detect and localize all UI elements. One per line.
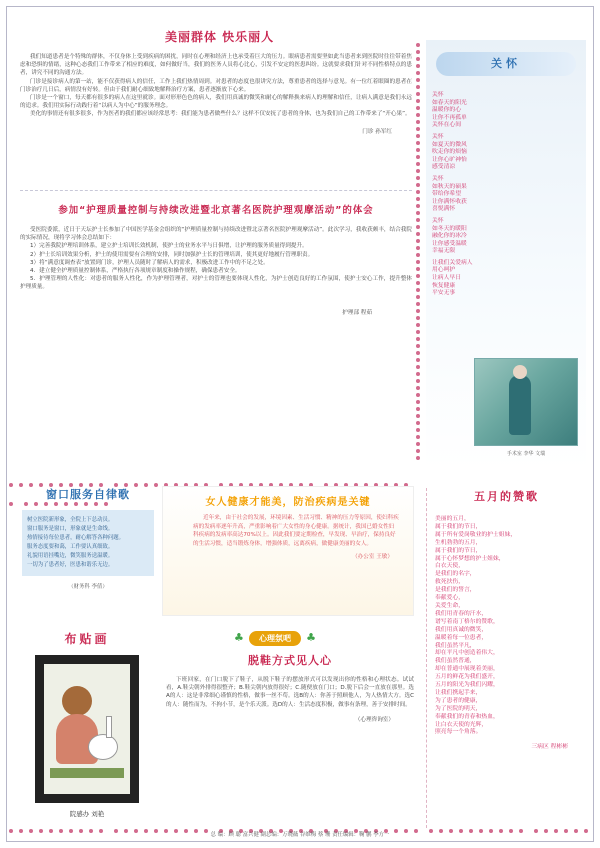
collage-section [22, 630, 152, 830]
mood-banner [210, 626, 340, 648]
care-title: 关怀 [491, 57, 521, 70]
poem-line: 奉献我们的青春和热血， [435, 713, 499, 720]
may-song-section [426, 488, 586, 828]
poem-line: 平安无事 [432, 290, 456, 297]
song-line: 礼貌用语挂嘴边，微笑服务送温暖。 [27, 553, 114, 559]
poem-line: 救死扶伤， [435, 579, 464, 586]
article-title: 脱鞋方式见人心 [248, 654, 332, 667]
poem-line: 为了患者的健康， [435, 697, 482, 704]
poem-line: 融化你的冰冷 [432, 233, 467, 240]
poem-line: 关怀 [432, 133, 444, 140]
collage-caption: 院感办 刘艳 [69, 810, 105, 818]
section-title: 布贴画 [64, 632, 110, 646]
vertical-dots-divider [414, 40, 422, 460]
poem-line: 温暖你的心 [432, 107, 461, 114]
nurse-figure [509, 375, 531, 435]
nurse-head [513, 365, 527, 379]
paragraph: 2）护士长培训效果分析，护士的使用需要有合理的安排，同时加强护士长的管理培训，使其更好地履行管理职责。 [30, 251, 314, 258]
care-stanza [432, 218, 522, 256]
paragraph: 我们知道患者是个特殊的群体，不仅身体上受到疾病的困扰，同时在心理和经济上也承受着巨大的压力。眼病患者需要坚如此当患者来到医院时往往带着焦虑和恐惧的情绪，这种心态我们工作带来了相应的难度，如何做好当，我们的医务人员将心比心，引发不安定的医患纠纷。这就要求我们针对不同性格特点的患者，讲究不同的沟通方法。 [20, 54, 412, 77]
poem-line: 照亮每一个角落。 [435, 729, 482, 736]
footer-credits: 总 编：顾 聪 富兴健 副总编：万晓薇 谷维梅 蔡 珊 责任编辑：鞠 鹏 李方一 [210, 832, 390, 838]
poem-line: 让病人早日 [432, 275, 461, 282]
collage-frame [35, 655, 139, 803]
poem-line: 用心呵护 [432, 267, 456, 274]
section-title: 窗口服务自律歌 [46, 488, 130, 501]
poem-line: 温暖着每一位患者， [435, 634, 488, 641]
poem-line: 让你满怀收获 [432, 198, 467, 205]
song-signature: （财务科 李倩） [68, 584, 108, 590]
care-stanza [432, 92, 522, 130]
poem-line: 让你感受温暖 [432, 240, 467, 247]
goose-body [88, 734, 118, 760]
poem-line: 让我们携起手来， [435, 689, 482, 696]
poem-line: 却在普通中展现着美丽， [435, 666, 499, 673]
poem-line: 我们用真诚的微笑， [435, 626, 488, 633]
poem-line: 关怀 [432, 217, 444, 224]
paragraph: 下班回家，在门口脱下了鞋子，从脱下鞋子的摆放形式可以发现出你的性格和心理状态。试试看，A.鞋尖朝外排得很整齐；B.鞋尖朝内放得很好；C.随便放在门口；D.脱下后会一直放在那里。选A的人：这是非常细心谨慎的性格，做事一丝不苟。选B的人：你善于照顾他人，为人热情大方。选C的人：随性而为，不拘小节，是个乐天派。选D的人：生活态度积极，做事有条理，善于安排时间。 [166, 677, 414, 708]
paragraph: 门诊是接诊病人的第一站，能不仅获得病人的信任，工作上我们热情周到。对患者的态度也很讲究方法，尊重患者的选择与意见。有一位红着眼圈的患者在门诊治疗几日后，病情没有好转。但由于我们耐心细致地解释治疗方案，患者逐渐放下心来。 [20, 78, 412, 93]
paragraph: 4．建立健全护理质量控制体系，严格执行各项规章制度和操作规程，确保患者安全。 [30, 268, 241, 275]
poem-line: 属于所有爱岗敬业的护士姐妹， [435, 531, 517, 538]
poem-line: 我们虽然普通， [435, 658, 476, 665]
section-signature: （办公室 王敏） [352, 554, 393, 561]
article-body [20, 226, 412, 292]
poem-line: 让你不再孤单 [432, 114, 467, 121]
poem-line: 让你心旷神怡 [432, 156, 467, 163]
article-body [166, 676, 414, 709]
poem-line: 属于我们的节日， [435, 547, 482, 554]
photo-caption: 手术室 李华 文瑞 [506, 451, 546, 457]
shoes-article [166, 652, 414, 824]
care-panel [426, 40, 586, 470]
poem-line: 关怀 [432, 175, 444, 182]
poem-line: 如冬天的暖阳 [432, 225, 467, 232]
poem-line: 喜悦满怀 [432, 206, 456, 213]
care-stanza [432, 176, 522, 214]
article-nursing-quality [20, 202, 412, 464]
poem-line: 五月的鲜花为我们盛开， [435, 674, 499, 681]
poem-line: 关怀在心间 [432, 122, 461, 129]
poem-line: 让白衣天使的光辉， [435, 721, 488, 728]
poem-line: 却在平凡中创造着伟大， [435, 650, 499, 657]
poem-line: 生机勃勃的五月， [435, 539, 482, 546]
women-health-section [162, 486, 414, 616]
poem-line: 我们虽然平凡， [435, 642, 476, 649]
poem-line: 如春天的阳光 [432, 99, 467, 106]
collage-artwork [44, 664, 130, 794]
paragraph: 3）将“满意度调查表”放置到门诊，护理人员随时了解病人的需求，积极改进工作中的不足之处。 [30, 259, 269, 266]
dots-divider [6, 474, 418, 482]
song-line: 树立医院新形象，全院上下总动员。 [27, 517, 114, 523]
divider [20, 190, 412, 191]
song-line: 热情接待每位患者，耐心解答各种问题。 [27, 535, 125, 541]
poem-line: 美丽的五月， [435, 516, 470, 522]
article-body [20, 53, 412, 119]
poem-line: 如秋天的硕果 [432, 183, 467, 190]
poem-line: 让我们关爱病人 [432, 259, 473, 266]
article-signature: 护理部 程茹 [342, 309, 372, 316]
paragraph: 美化的事情还有很多很多，作为医者的我们都应该经常思考：我们能为患者做些什么？这样不仅安抚了患者的身体，也为我们自己的工作带来了“开心果”。 [30, 111, 411, 118]
poem-line: 带给你希望 [432, 191, 461, 198]
girl-head [62, 686, 92, 716]
poem-line: 如夏天的微风 [432, 141, 467, 148]
song-line: 窗口服务是窗口，形象就是生命线。 [27, 526, 114, 532]
poem-line: 幸福无限 [432, 248, 456, 255]
song-title: 五月的赞歌 [474, 490, 539, 503]
poem-line: 吹走你的烦恼 [432, 149, 467, 156]
care-title-banner [436, 52, 576, 76]
song-signature: 三病区 程彬彬 [531, 744, 568, 751]
song-lines [22, 510, 154, 576]
window-service-section [22, 486, 154, 608]
poem-line: 白衣天使， [435, 563, 464, 570]
care-stanza [432, 134, 522, 172]
song-lines [427, 516, 586, 737]
poem-line: 五月的阳光为我们闪耀， [435, 682, 499, 689]
article-signature: （心理咨询室） [354, 716, 394, 723]
dots-divider-bottom [6, 820, 594, 828]
poem-line: 关怀 [432, 92, 444, 98]
poem-line: 属于我们的节日， [435, 523, 482, 530]
care-stanza [432, 260, 522, 298]
poem-line: 奉献爱心， [435, 595, 464, 602]
article-signature: 门诊 孙军红 [362, 128, 392, 135]
article-title: 参加“护理质量控制与持续改进暨北京著名医院护理观摩活动”的体会 [58, 205, 374, 216]
clover-icon: ♣ [306, 631, 316, 644]
care-poem [432, 92, 522, 302]
poem-line: 关爱生命， [435, 602, 464, 609]
paragraph: 门诊是一个窗口，每天都有很多的病人在这里就诊。面对形形色色的病人，我们用真诚的微笑和耐心的解释换来病人的理解和信任，让病人满意是我们永远的追求。我们用实际行动践行着“以病人为中心”的服务理念。 [20, 95, 412, 110]
poem-line: 谱写着南丁格尔的赞歌， [435, 618, 499, 625]
paragraph: 5．护理管理的人性化：对患者的服务人性化，作为护理管理者，对护士的管理也要体现人性化，为护士创造良好的工作氛围，使护士安心工作，提升整体护理质量。 [20, 276, 412, 291]
poem-line: 是我们的名字， [435, 571, 476, 578]
article-title: 美丽群体 快乐丽人 [165, 30, 275, 44]
section-title: 女人健康才能美，防治疾病是关键 [205, 497, 371, 508]
goose-neck [106, 716, 112, 738]
poem-line: 为了医院的明天， [435, 705, 482, 712]
care-photo [474, 358, 578, 446]
mood-banner-text: 心理氛吧 [249, 631, 301, 646]
song-line: 服务态度要和蔼，工作要认真细致。 [27, 544, 114, 550]
poem-line: 我们用青春的汗水， [435, 610, 488, 617]
paragraph: 受医院委派，近日于天坛护士长参加了中国医学基金会组织的“护理质量控制与持续改进暨北京著名医院护理观摩活动”。此次学习，我收获颇丰，结合我院的实际情况，现将学习体会总结如下： [20, 227, 412, 242]
poem-line: 是我们的誓言， [435, 587, 476, 594]
poem-line: 恢复健康 [432, 282, 456, 289]
clover-icon: ♣ [234, 631, 244, 644]
paragraph: 1）完善我院护理培训体系，建立护士培训长效机制，使护士的业务水平与日俱增，让护理的服务质量得到提升。 [30, 243, 308, 250]
song-line: 一切为了患者好，医患和谐乐无边。 [27, 562, 114, 568]
ground [50, 768, 124, 778]
section-body: 近年来，由于社会的发展，环境因素、生活习惯、精神的压力等原因，使妇科疾病的发病率逐年升高，严重影响着广大女性的身心健康。据统计，我国已婚女性妇科疾病的发病率高达70%以上。因此我们要定期检查，早发现、早治疗，保持良好的生活习惯，适当锻炼身体，增强体质，远离疾病，做健康美丽的女人。 [193, 515, 399, 547]
poem-line: 感受清凉 [432, 164, 456, 171]
poem-line: 属于心怀梦想的护士姐妹， [435, 555, 505, 562]
